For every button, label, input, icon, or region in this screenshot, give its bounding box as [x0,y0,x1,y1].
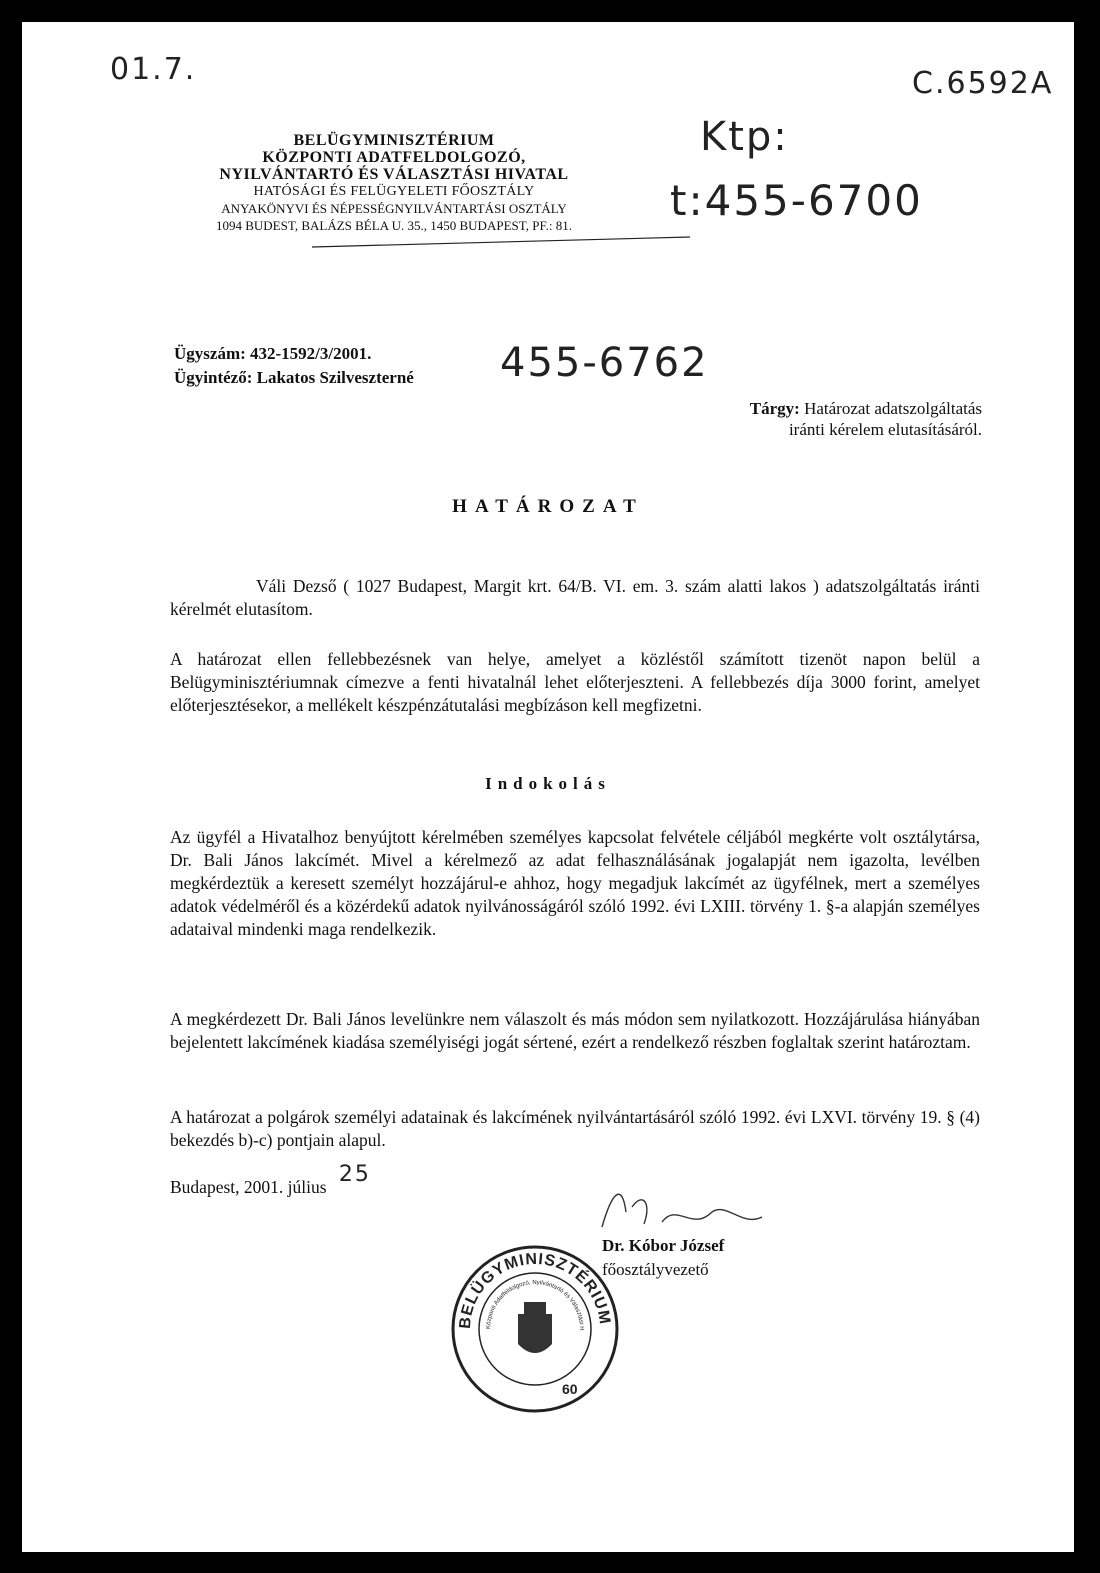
handwritten-signature [582,1172,782,1242]
signer-block [602,1234,724,1282]
document-page [22,22,1074,1552]
case-number: Ügyszám: 432-1592/3/2001. [174,344,372,363]
reasoning-title: Indokolás [485,774,611,793]
handwritten-day: 25 [338,1162,371,1187]
stamp-outer-text: BELÜGYMINISZTÉRIUM [456,1250,614,1330]
coat-of-arms-icon [518,1302,552,1353]
reasoning-paragraph-1: Az ügyfél a Hivatalhoz benyújtott kérelmében személyes kapcsolat felvétele céljából megkérte volt osztálytársa, Dr. Bali János lakcímét. Mivel a kérelmező az adat felhasználásának jogalapját nem igazolta, levélben megkérdeztük a keresett személyt hozzájárul-e ahhoz, hogy megadjuk lakcímét az ügyfélnek, mert a személyes adatok védelméről és a közérdekű adatok nyilvánosságáról szóló 1992. évi LXIII. törvény 1. §-a alapján személyes adataival mindenki maga rendelkezik. [170,827,980,939]
appeal-paragraph: A határozat ellen fellebbezésnek van helye, amelyet a közléstől számított tizenöt napon belül a Belügyminisztériumnak címezve a fenti hivatalnál lehet előterjeszteni. A fellebbezés díja 3000 forint, amelyet előterjesztésekor, a mellékelt készpénzátutalási megbízáson kell megfizetni. [170,649,980,715]
document-title: HATÁROZAT [452,496,644,517]
handwritten-note-top-left: 01.7. [110,52,197,87]
letterhead-ministry: BELÜGYMINISZTÉRIUM [293,132,495,149]
subject-line-2: iránti kérelem elutasításáról. [788,420,982,439]
letterhead-office-1: KÖZPONTI ADATFELDOLGOZÓ, [262,149,526,166]
signer-name: Dr. Kóbor József [602,1236,725,1255]
letterhead-underline [22,22,1074,282]
letterhead-department: HATÓSÁGI ÉS FELÜGYELETI FŐOSZTÁLY [253,184,535,199]
subject [662,398,982,440]
official-stamp [450,1244,620,1414]
handwritten-note-top-right: C.6592A [912,66,1054,101]
handwritten-phone-2: 455-6762 [500,340,709,386]
letterhead-division: ANYAKÖNYVI ÉS NÉPESSÉGNYILVÁNTARTÁSI OSZTÁLY [221,201,567,216]
place-date-text: Budapest, 2001. július [170,1177,327,1197]
decision-paragraph: Váli Dezső ( 1027 Budapest, Margit krt. 64/B. VI. em. 3. szám alatti lakos ) adatszolgáltatás iránti kérelmét elutasítom. [170,576,980,619]
handwritten-phone-label: Ktp: [700,114,789,160]
reasoning-paragraph-3: A határozat a polgárok személyi adatainak és lakcímének nyilvántartásáról szóló 1992. évi LXVI. törvény 19. § (4) bekezdés b)-c) pontjain alapul. [170,1107,980,1150]
handwritten-phone-1: t:455-6700 [670,176,923,225]
stamp-inner-text: Központi Adatfeldolgozó, Nyilvántartó és Választási H [485,1279,585,1331]
letterhead-address: 1094 BUDEST, BALÁZS BÉLA U. 35., 1450 BUDAPEST, PF.: 81. [215,218,572,233]
subject-line-1: Határozat adatszolgáltatás [804,399,982,418]
subject-label: Tárgy: [749,399,800,418]
letterhead-office-2: NYILVÁNTARTÓ ÉS VÁLASZTÁSI HIVATAL [219,166,569,183]
place-date [170,1162,371,1199]
signer-title: főosztályvezető [602,1260,709,1279]
reasoning-paragraph-2: A megkérdezett Dr. Bali János levelünkre nem válaszolt és más módon sem nyilatkozott. Hozzájárulása hiányában bejelentett lakcímének kiadása személyiségi jogát sértené, ezért a rendelkező részben foglaltak szerint határoztam. [170,1009,980,1052]
stamp-number: 60 [562,1381,578,1397]
case-officer: Ügyintéző: Lakatos Szilveszterné [174,368,414,387]
